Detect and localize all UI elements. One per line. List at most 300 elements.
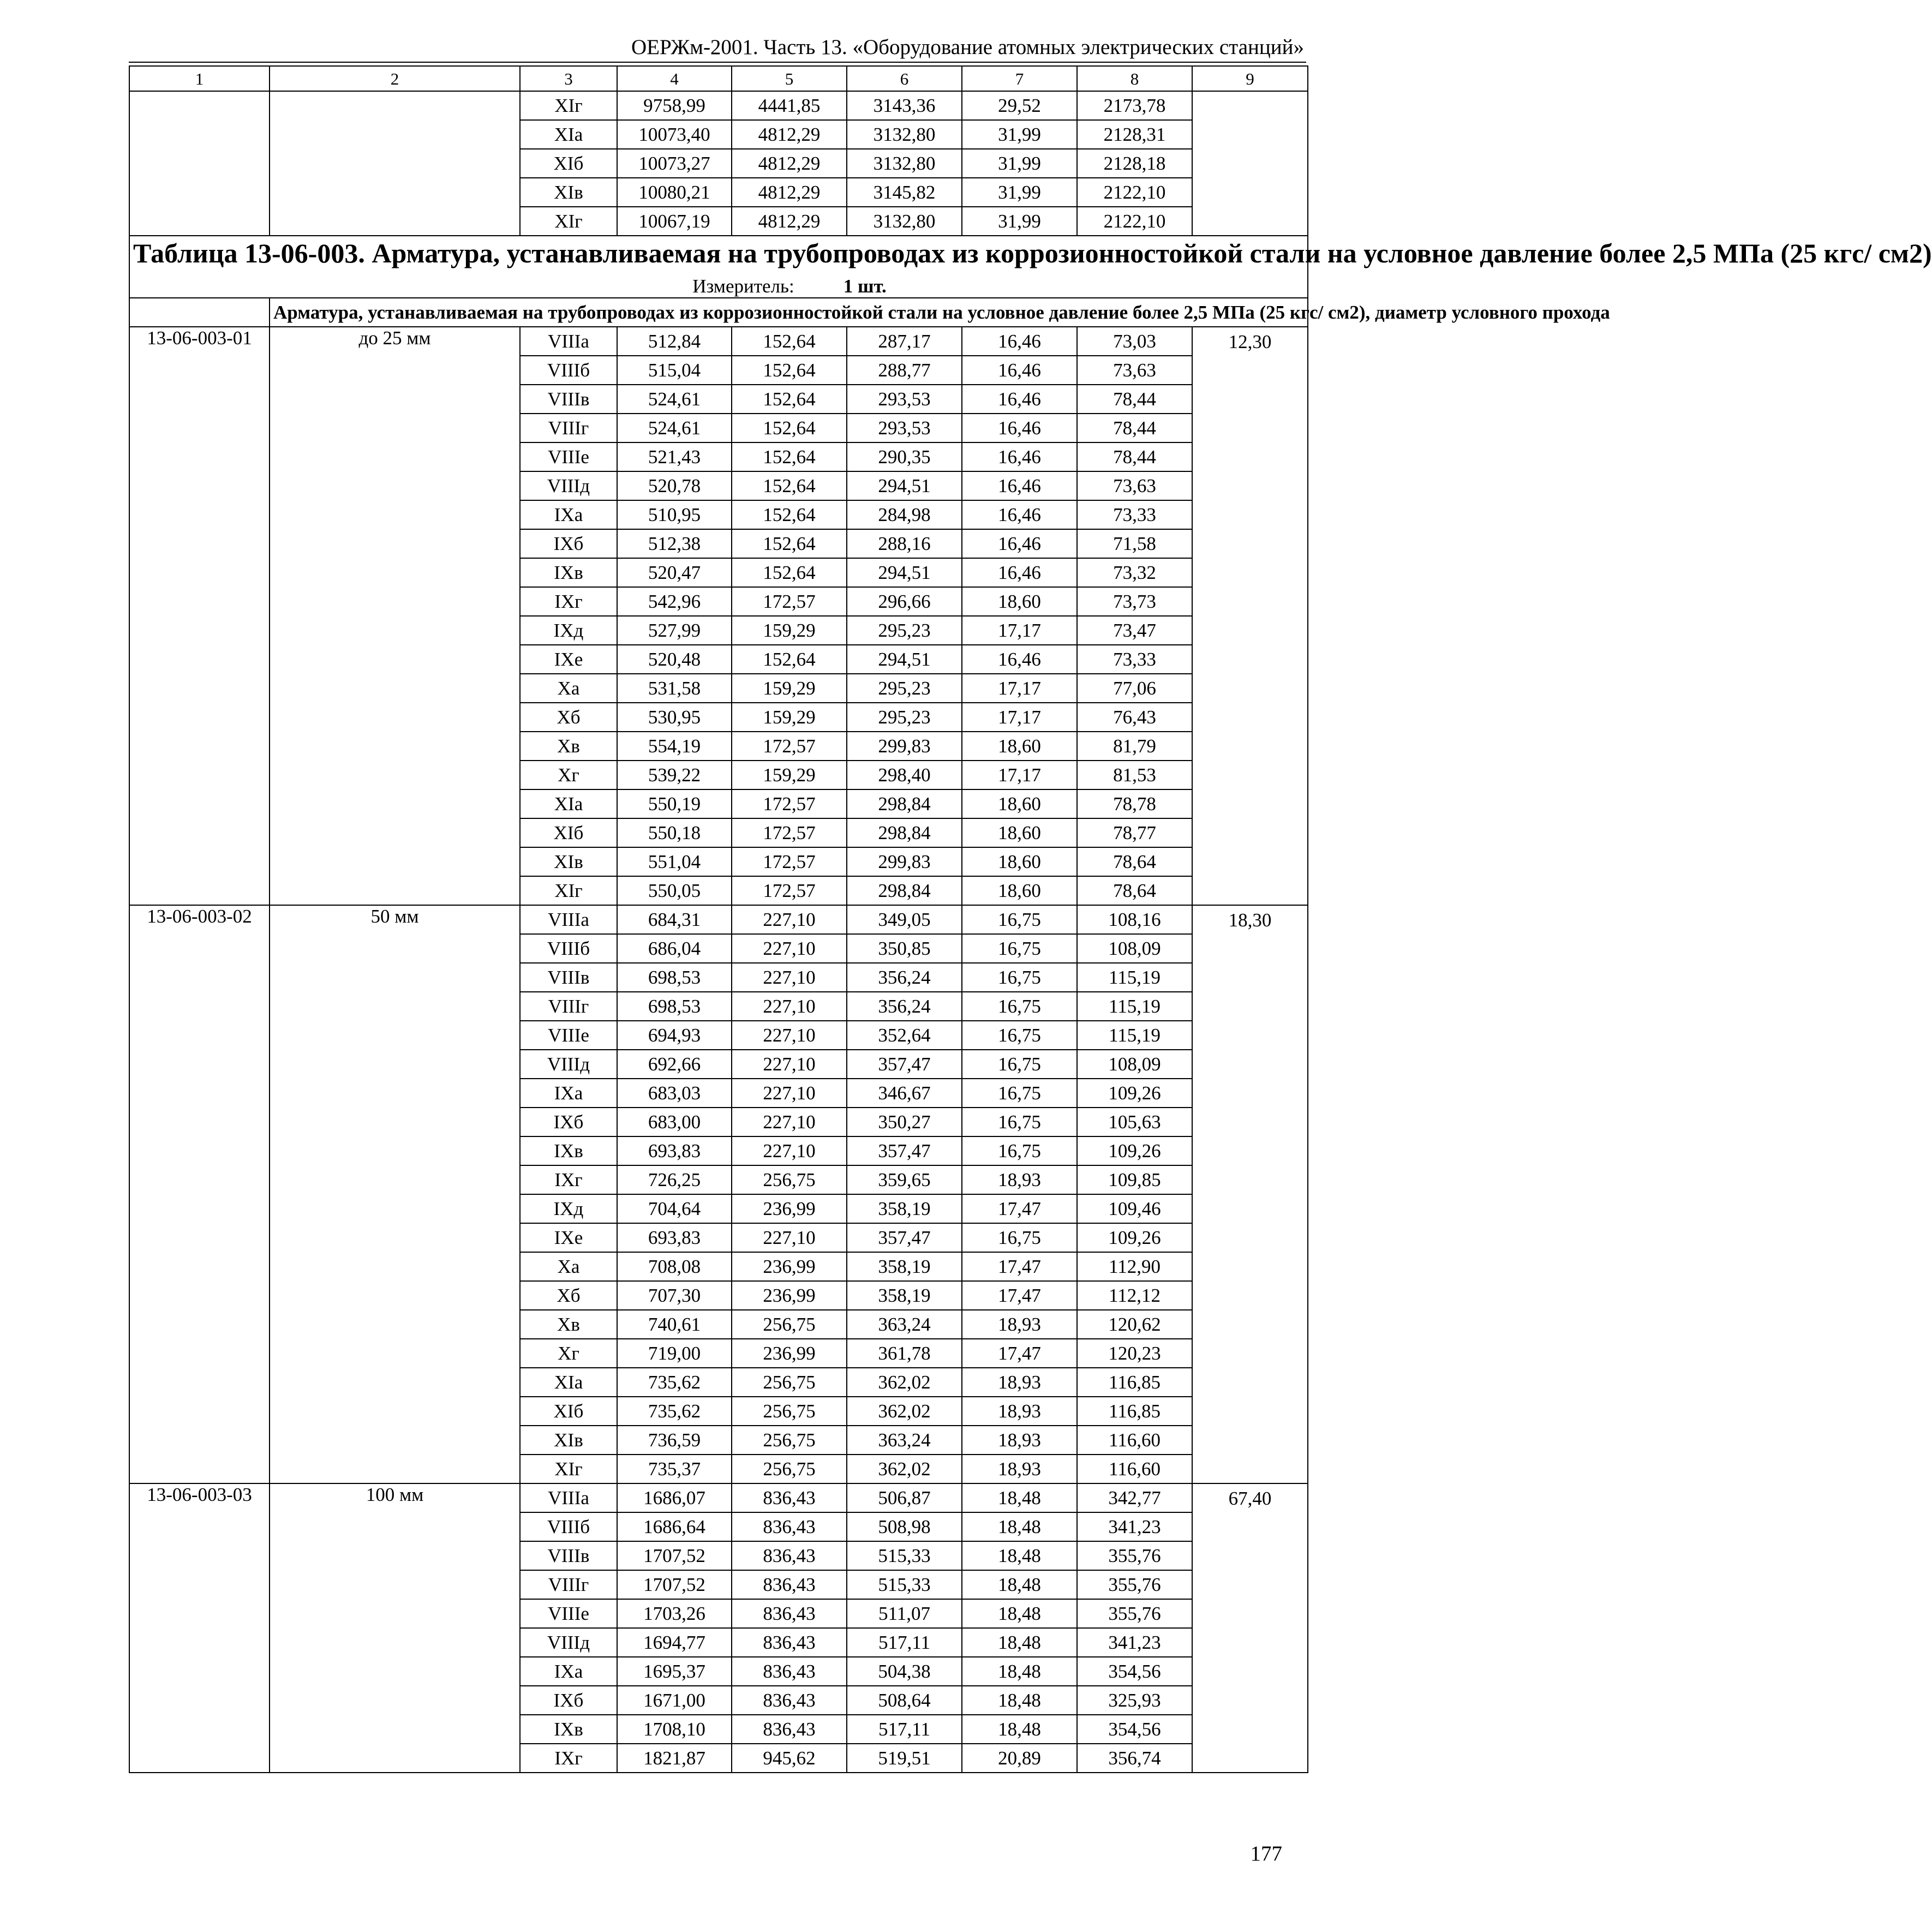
- value-cell: 17,17: [962, 761, 1077, 789]
- name-cell: [270, 1715, 520, 1744]
- col9-cell: [1192, 1136, 1308, 1165]
- value-cell: 288,77: [847, 356, 962, 385]
- value-cell: 18,48: [962, 1657, 1077, 1686]
- name-cell: [270, 442, 520, 471]
- col9-cell: 67,40: [1192, 1483, 1308, 1512]
- column-number: 7: [962, 66, 1077, 91]
- table-row: [129, 1426, 1308, 1455]
- variant-cell: ХIа: [520, 1368, 617, 1397]
- code-cell: [129, 1686, 270, 1715]
- value-cell: 693,83: [617, 1136, 732, 1165]
- value-cell: 506,87: [847, 1483, 962, 1512]
- col9-cell: [1192, 91, 1308, 120]
- variant-cell: IXб: [520, 1686, 617, 1715]
- value-cell: 105,63: [1077, 1108, 1192, 1136]
- value-cell: 551,04: [617, 847, 732, 876]
- variant-cell: VIIIв: [520, 963, 617, 992]
- value-cell: 358,19: [847, 1252, 962, 1281]
- value-cell: 112,12: [1077, 1281, 1192, 1310]
- value-cell: 3143,36: [847, 91, 962, 120]
- col9-cell: [1192, 1108, 1308, 1136]
- table-row: [129, 1368, 1308, 1397]
- value-cell: 18,60: [962, 587, 1077, 616]
- col9-cell: [1192, 442, 1308, 471]
- code-cell: [129, 1339, 270, 1368]
- col9-cell: [1192, 1368, 1308, 1397]
- value-cell: 172,57: [732, 847, 847, 876]
- value-cell: 78,44: [1077, 414, 1192, 442]
- name-cell: [270, 1108, 520, 1136]
- value-cell: 298,84: [847, 876, 962, 905]
- value-cell: 325,93: [1077, 1686, 1192, 1715]
- value-cell: 945,62: [732, 1744, 847, 1773]
- code-cell: [129, 963, 270, 992]
- value-cell: 18,48: [962, 1686, 1077, 1715]
- value-cell: 726,25: [617, 1165, 732, 1194]
- measure-line: [133, 276, 1304, 297]
- col9-cell: [1192, 616, 1308, 645]
- code-cell: [129, 356, 270, 385]
- variant-cell: VIIIе: [520, 442, 617, 471]
- value-cell: 836,43: [732, 1599, 847, 1628]
- code-cell: [129, 934, 270, 963]
- col9-cell: [1192, 1744, 1308, 1773]
- code-cell: [129, 818, 270, 847]
- table-row: [129, 703, 1308, 732]
- col9-cell: [1192, 1252, 1308, 1281]
- value-cell: 18,93: [962, 1310, 1077, 1339]
- value-cell: 693,83: [617, 1223, 732, 1252]
- value-cell: 530,95: [617, 703, 732, 732]
- value-cell: 2122,10: [1077, 207, 1192, 236]
- code-cell: [129, 1657, 270, 1686]
- value-cell: 227,10: [732, 1136, 847, 1165]
- value-cell: 520,78: [617, 471, 732, 500]
- name-cell: [270, 1397, 520, 1426]
- value-cell: 1686,07: [617, 1483, 732, 1512]
- col9-cell: [1192, 992, 1308, 1021]
- value-cell: 698,53: [617, 963, 732, 992]
- value-cell: 341,23: [1077, 1628, 1192, 1657]
- variant-cell: VIIIв: [520, 385, 617, 414]
- col9-cell: [1192, 385, 1308, 414]
- variant-cell: IXа: [520, 1079, 617, 1108]
- value-cell: 16,75: [962, 1079, 1077, 1108]
- variant-cell: ХIб: [520, 818, 617, 847]
- col9-cell: [1192, 1310, 1308, 1339]
- value-cell: 18,93: [962, 1368, 1077, 1397]
- variant-cell: IXб: [520, 1108, 617, 1136]
- value-cell: 539,22: [617, 761, 732, 789]
- value-cell: 73,33: [1077, 645, 1192, 674]
- value-cell: 299,83: [847, 732, 962, 761]
- variant-cell: ХIв: [520, 178, 617, 207]
- name-cell: [270, 645, 520, 674]
- col9-cell: [1192, 1165, 1308, 1194]
- table-row: [129, 1310, 1308, 1339]
- code-cell: [129, 1050, 270, 1079]
- page-header: ОЕРЖм-2001. Часть 13. «Оборудование атомных электрических станций»: [631, 35, 1304, 59]
- value-cell: 10080,21: [617, 178, 732, 207]
- col9-cell: [1192, 732, 1308, 761]
- name-cell: [270, 91, 520, 120]
- value-cell: 109,26: [1077, 1079, 1192, 1108]
- value-cell: 355,76: [1077, 1541, 1192, 1570]
- code-cell: [129, 1079, 270, 1108]
- value-cell: 227,10: [732, 1079, 847, 1108]
- value-cell: 112,90: [1077, 1252, 1192, 1281]
- column-number: 4: [617, 66, 732, 91]
- code-cell: [129, 674, 270, 703]
- table-row: [129, 1744, 1308, 1773]
- code-cell: [129, 442, 270, 471]
- variant-cell: ХIб: [520, 1397, 617, 1426]
- value-cell: 159,29: [732, 703, 847, 732]
- value-cell: 3145,82: [847, 178, 962, 207]
- value-cell: 236,99: [732, 1194, 847, 1223]
- value-cell: 18,93: [962, 1165, 1077, 1194]
- name-cell: [270, 1252, 520, 1281]
- table-row: [129, 1281, 1308, 1310]
- table-row: [129, 616, 1308, 645]
- variant-cell: VIIIе: [520, 1599, 617, 1628]
- table-row: [129, 178, 1308, 207]
- value-cell: 350,85: [847, 934, 962, 963]
- value-cell: 358,19: [847, 1281, 962, 1310]
- code-cell: [129, 732, 270, 761]
- value-cell: 550,19: [617, 789, 732, 818]
- value-cell: 227,10: [732, 1108, 847, 1136]
- value-cell: 362,02: [847, 1368, 962, 1397]
- value-cell: 18,93: [962, 1397, 1077, 1426]
- header-rule: [129, 62, 1306, 63]
- value-cell: 531,58: [617, 674, 732, 703]
- value-cell: 227,10: [732, 963, 847, 992]
- value-cell: 256,75: [732, 1397, 847, 1426]
- value-cell: 159,29: [732, 674, 847, 703]
- variant-cell: IXв: [520, 1715, 617, 1744]
- value-cell: 18,60: [962, 847, 1077, 876]
- value-cell: 704,64: [617, 1194, 732, 1223]
- variant-cell: IXд: [520, 616, 617, 645]
- value-cell: 16,46: [962, 356, 1077, 385]
- value-cell: 18,60: [962, 876, 1077, 905]
- col9-cell: [1192, 1686, 1308, 1715]
- value-cell: 342,77: [1077, 1483, 1192, 1512]
- value-cell: 109,85: [1077, 1165, 1192, 1194]
- value-cell: 109,26: [1077, 1223, 1192, 1252]
- variant-cell: VIIIа: [520, 327, 617, 356]
- code-cell: [129, 414, 270, 442]
- name-cell: [270, 558, 520, 587]
- value-cell: 17,47: [962, 1252, 1077, 1281]
- table-row: [129, 732, 1308, 761]
- value-cell: 527,99: [617, 616, 732, 645]
- value-cell: 363,24: [847, 1426, 962, 1455]
- table-row: [129, 1455, 1308, 1483]
- value-cell: 152,64: [732, 327, 847, 356]
- col9-cell: [1192, 120, 1308, 149]
- name-cell: [270, 847, 520, 876]
- variant-cell: VIIIг: [520, 414, 617, 442]
- variant-cell: VIIIг: [520, 992, 617, 1021]
- name-cell: [270, 674, 520, 703]
- value-cell: 115,19: [1077, 1021, 1192, 1050]
- table-row: [129, 905, 1308, 934]
- name-cell: [270, 789, 520, 818]
- table-row: [129, 1628, 1308, 1657]
- value-cell: 73,47: [1077, 616, 1192, 645]
- table-row: [129, 847, 1308, 876]
- table-row: [129, 414, 1308, 442]
- variant-cell: Хв: [520, 732, 617, 761]
- value-cell: 1694,77: [617, 1628, 732, 1657]
- name-cell: [270, 1368, 520, 1397]
- value-cell: 10073,27: [617, 149, 732, 178]
- code-cell: [129, 207, 270, 236]
- value-cell: 290,35: [847, 442, 962, 471]
- code-cell: [129, 761, 270, 789]
- value-cell: 152,64: [732, 414, 847, 442]
- value-cell: 16,46: [962, 471, 1077, 500]
- value-cell: 236,99: [732, 1281, 847, 1310]
- col9-cell: [1192, 1512, 1308, 1541]
- col9-cell: [1192, 674, 1308, 703]
- name-cell: [270, 587, 520, 616]
- value-cell: 352,64: [847, 1021, 962, 1050]
- value-cell: 16,46: [962, 645, 1077, 674]
- value-cell: 17,47: [962, 1194, 1077, 1223]
- value-cell: 152,64: [732, 558, 847, 587]
- value-cell: 4812,29: [732, 178, 847, 207]
- value-cell: 288,16: [847, 529, 962, 558]
- value-cell: 71,58: [1077, 529, 1192, 558]
- table-title-row: [129, 236, 1308, 298]
- name-cell: [270, 992, 520, 1021]
- code-cell: [129, 471, 270, 500]
- value-cell: 115,19: [1077, 963, 1192, 992]
- variant-cell: IXв: [520, 1136, 617, 1165]
- value-cell: 355,76: [1077, 1570, 1192, 1599]
- column-number: 6: [847, 66, 962, 91]
- value-cell: 293,53: [847, 414, 962, 442]
- value-cell: 159,29: [732, 761, 847, 789]
- value-cell: 17,17: [962, 616, 1077, 645]
- value-cell: 683,00: [617, 1108, 732, 1136]
- value-cell: 1686,64: [617, 1512, 732, 1541]
- value-cell: 159,29: [732, 616, 847, 645]
- value-cell: 719,00: [617, 1339, 732, 1368]
- code-cell: [129, 500, 270, 529]
- value-cell: 349,05: [847, 905, 962, 934]
- col9-cell: [1192, 818, 1308, 847]
- value-cell: 740,61: [617, 1310, 732, 1339]
- variant-cell: VIIIб: [520, 1512, 617, 1541]
- value-cell: 684,31: [617, 905, 732, 934]
- code-cell: [129, 91, 270, 120]
- value-cell: 357,47: [847, 1136, 962, 1165]
- value-cell: 152,64: [732, 500, 847, 529]
- value-cell: 73,03: [1077, 327, 1192, 356]
- table-row: [129, 1079, 1308, 1108]
- value-cell: 287,17: [847, 327, 962, 356]
- variant-cell: IXг: [520, 1165, 617, 1194]
- value-cell: 18,60: [962, 818, 1077, 847]
- value-cell: 350,27: [847, 1108, 962, 1136]
- value-cell: 294,51: [847, 471, 962, 500]
- col9-cell: [1192, 1657, 1308, 1686]
- table-row: [129, 471, 1308, 500]
- page-number: 177: [1250, 1842, 1282, 1865]
- col9-cell: [1192, 1339, 1308, 1368]
- value-cell: 18,93: [962, 1426, 1077, 1455]
- value-cell: 16,75: [962, 992, 1077, 1021]
- value-cell: 78,44: [1077, 385, 1192, 414]
- col9-cell: [1192, 207, 1308, 236]
- section-description: Арматура, устанавливаемая на трубопроводах из коррозионностойкой стали на условное давление более 2,5 МПа (25 кгс/ см2), диаметр условного прохода: [270, 298, 1308, 327]
- code-cell: [129, 1426, 270, 1455]
- table-row: [129, 1165, 1308, 1194]
- col9-cell: [1192, 471, 1308, 500]
- variant-cell: IXг: [520, 1744, 617, 1773]
- value-cell: 78,78: [1077, 789, 1192, 818]
- code-cell: [129, 558, 270, 587]
- variant-cell: Ха: [520, 674, 617, 703]
- table-row: [129, 1483, 1308, 1512]
- variant-cell: VIIIб: [520, 356, 617, 385]
- value-cell: 16,46: [962, 385, 1077, 414]
- value-cell: 120,23: [1077, 1339, 1192, 1368]
- value-cell: 542,96: [617, 587, 732, 616]
- value-cell: 236,99: [732, 1339, 847, 1368]
- value-cell: 299,83: [847, 847, 962, 876]
- code-cell: [129, 1136, 270, 1165]
- name-cell: [270, 1628, 520, 1657]
- value-cell: 1707,52: [617, 1541, 732, 1570]
- value-cell: 4812,29: [732, 149, 847, 178]
- value-cell: 554,19: [617, 732, 732, 761]
- value-cell: 736,59: [617, 1426, 732, 1455]
- col9-cell: [1192, 587, 1308, 616]
- value-cell: 520,48: [617, 645, 732, 674]
- name-cell: [270, 414, 520, 442]
- name-cell: [270, 500, 520, 529]
- name-cell: [270, 1657, 520, 1686]
- table-row: [129, 356, 1308, 385]
- value-cell: 10067,19: [617, 207, 732, 236]
- variant-cell: VIIIд: [520, 1050, 617, 1079]
- col9-cell: [1192, 1541, 1308, 1570]
- code-cell: [129, 1541, 270, 1570]
- variant-cell: VIIIб: [520, 934, 617, 963]
- value-cell: 4812,29: [732, 207, 847, 236]
- col9-cell: [1192, 1455, 1308, 1483]
- value-cell: 4441,85: [732, 91, 847, 120]
- value-cell: 1703,26: [617, 1599, 732, 1628]
- value-cell: 18,48: [962, 1512, 1077, 1541]
- name-cell: [270, 1194, 520, 1223]
- table-row: [129, 1715, 1308, 1744]
- table-row: [129, 1397, 1308, 1426]
- value-cell: 836,43: [732, 1483, 847, 1512]
- value-cell: 152,64: [732, 529, 847, 558]
- variant-cell: VIIIд: [520, 1628, 617, 1657]
- value-cell: 18,48: [962, 1541, 1077, 1570]
- value-cell: 78,44: [1077, 442, 1192, 471]
- value-cell: 515,33: [847, 1570, 962, 1599]
- value-cell: 1708,10: [617, 1715, 732, 1744]
- value-cell: 18,60: [962, 789, 1077, 818]
- name-cell: [270, 1686, 520, 1715]
- code-cell: [129, 1310, 270, 1339]
- col9-cell: [1192, 558, 1308, 587]
- value-cell: 78,64: [1077, 876, 1192, 905]
- code-cell: [129, 385, 270, 414]
- name-cell: [270, 1079, 520, 1108]
- value-cell: 108,09: [1077, 934, 1192, 963]
- name-cell: [270, 761, 520, 789]
- name-cell: [270, 356, 520, 385]
- value-cell: 298,84: [847, 789, 962, 818]
- table-row: [129, 761, 1308, 789]
- value-cell: 294,51: [847, 645, 962, 674]
- value-cell: 356,24: [847, 963, 962, 992]
- column-number: 2: [270, 66, 520, 91]
- value-cell: 515,33: [847, 1541, 962, 1570]
- table-row: [129, 992, 1308, 1021]
- table-row: [129, 385, 1308, 414]
- table-row: [129, 1541, 1308, 1570]
- variant-cell: IXв: [520, 558, 617, 587]
- value-cell: 550,05: [617, 876, 732, 905]
- value-cell: 1671,00: [617, 1686, 732, 1715]
- variant-cell: ХIа: [520, 120, 617, 149]
- column-number: 1: [129, 66, 270, 91]
- name-cell: [270, 529, 520, 558]
- table-row: [129, 963, 1308, 992]
- value-cell: 17,17: [962, 674, 1077, 703]
- code-cell: [129, 1165, 270, 1194]
- code-cell: [129, 616, 270, 645]
- value-cell: 76,43: [1077, 703, 1192, 732]
- value-cell: 16,75: [962, 905, 1077, 934]
- variant-cell: VIIIа: [520, 905, 617, 934]
- value-cell: 16,46: [962, 327, 1077, 356]
- value-cell: 298,84: [847, 818, 962, 847]
- value-cell: 16,46: [962, 414, 1077, 442]
- name-cell: [270, 934, 520, 963]
- table-row: [129, 442, 1308, 471]
- value-cell: 508,98: [847, 1512, 962, 1541]
- value-cell: 16,46: [962, 442, 1077, 471]
- variant-cell: IXб: [520, 529, 617, 558]
- name-cell: [270, 1744, 520, 1773]
- code-cell: [129, 1599, 270, 1628]
- table-row: [129, 1252, 1308, 1281]
- code-cell: [129, 1628, 270, 1657]
- name-cell: [270, 1050, 520, 1079]
- variant-cell: ХIг: [520, 207, 617, 236]
- value-cell: 116,60: [1077, 1426, 1192, 1455]
- value-cell: 16,75: [962, 1136, 1077, 1165]
- name-cell: [270, 1455, 520, 1483]
- code-cell: [129, 1281, 270, 1310]
- value-cell: 2122,10: [1077, 178, 1192, 207]
- name-cell: [270, 1426, 520, 1455]
- code-cell: [129, 645, 270, 674]
- value-cell: 2128,31: [1077, 120, 1192, 149]
- name-cell: [270, 1136, 520, 1165]
